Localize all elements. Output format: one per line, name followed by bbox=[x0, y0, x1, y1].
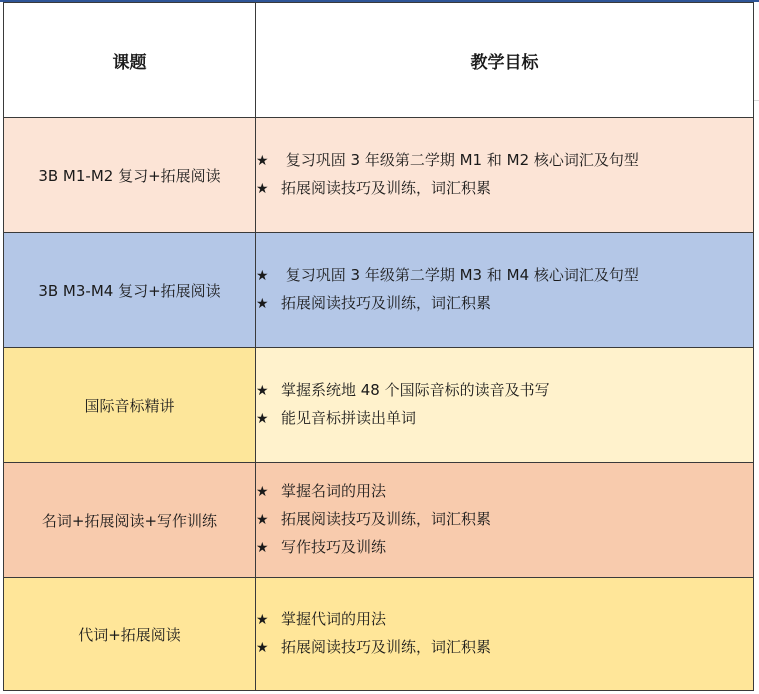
topic-cell: 3B M3-M4 复习+拓展阅读 bbox=[4, 233, 256, 348]
star-bullet-icon: ★ bbox=[256, 153, 269, 169]
star-bullet-icon: ★ bbox=[256, 512, 269, 528]
goal-item bbox=[256, 534, 753, 562]
goal-item bbox=[256, 262, 753, 290]
goal-item bbox=[256, 405, 753, 433]
goal-text: 掌握名词的用法 bbox=[281, 482, 387, 500]
goal-text: 拓展阅读技巧及训练，词汇积累 bbox=[281, 638, 492, 656]
goals-cell bbox=[256, 233, 754, 348]
table-row bbox=[4, 233, 754, 348]
goal-text: 掌握系统地 48 个国际音标的读音及书写 bbox=[281, 381, 550, 399]
goal-text: 复习巩固 3 年级第二学期 M1 和 M2 核心词汇及句型 bbox=[281, 151, 639, 169]
goal-column-header: 教学目标 bbox=[256, 3, 754, 118]
star-bullet-icon: ★ bbox=[256, 181, 269, 197]
course-table bbox=[3, 2, 754, 691]
goal-text: 拓展阅读技巧及训练，词汇积累 bbox=[281, 179, 492, 197]
goals-cell bbox=[256, 463, 754, 578]
star-bullet-icon: ★ bbox=[256, 268, 269, 284]
goal-item bbox=[256, 506, 753, 534]
table-row bbox=[4, 463, 754, 578]
goals-cell bbox=[256, 118, 754, 233]
goal-text: 复习巩固 3 年级第二学期 M3 和 M4 核心词汇及句型 bbox=[281, 266, 639, 284]
star-bullet-icon: ★ bbox=[256, 411, 269, 427]
goal-text: 掌握代词的用法 bbox=[281, 610, 387, 628]
topic-cell: 名词+拓展阅读+写作训练 bbox=[4, 463, 256, 578]
topic-cell: 代词+拓展阅读 bbox=[4, 578, 256, 691]
goal-item bbox=[256, 478, 753, 506]
goal-item bbox=[256, 377, 753, 405]
goal-item bbox=[256, 290, 753, 318]
star-bullet-icon: ★ bbox=[256, 612, 269, 628]
goal-item bbox=[256, 147, 753, 175]
goal-text: 拓展阅读技巧及训练，词汇积累 bbox=[281, 294, 492, 312]
star-bullet-icon: ★ bbox=[256, 640, 269, 656]
star-bullet-icon: ★ bbox=[256, 484, 269, 500]
topic-column-header: 课题 bbox=[4, 3, 256, 118]
goals-cell bbox=[256, 348, 754, 463]
table-row bbox=[4, 348, 754, 463]
table-row bbox=[4, 118, 754, 233]
goal-text: 写作技巧及训练 bbox=[281, 538, 387, 556]
star-bullet-icon: ★ bbox=[256, 296, 269, 312]
topic-cell: 国际音标精讲 bbox=[4, 348, 256, 463]
star-bullet-icon: ★ bbox=[256, 540, 269, 556]
goal-text: 能见音标拼读出单词 bbox=[281, 409, 417, 427]
star-bullet-icon: ★ bbox=[256, 383, 269, 399]
goals-cell bbox=[256, 578, 754, 691]
topic-cell: 3B M1-M2 复习+拓展阅读 bbox=[4, 118, 256, 233]
goal-item bbox=[256, 606, 753, 634]
goal-text: 拓展阅读技巧及训练，词汇积累 bbox=[281, 510, 492, 528]
goal-item bbox=[256, 634, 753, 662]
table-row bbox=[4, 578, 754, 691]
goal-item bbox=[256, 175, 753, 203]
header-row bbox=[4, 3, 754, 118]
